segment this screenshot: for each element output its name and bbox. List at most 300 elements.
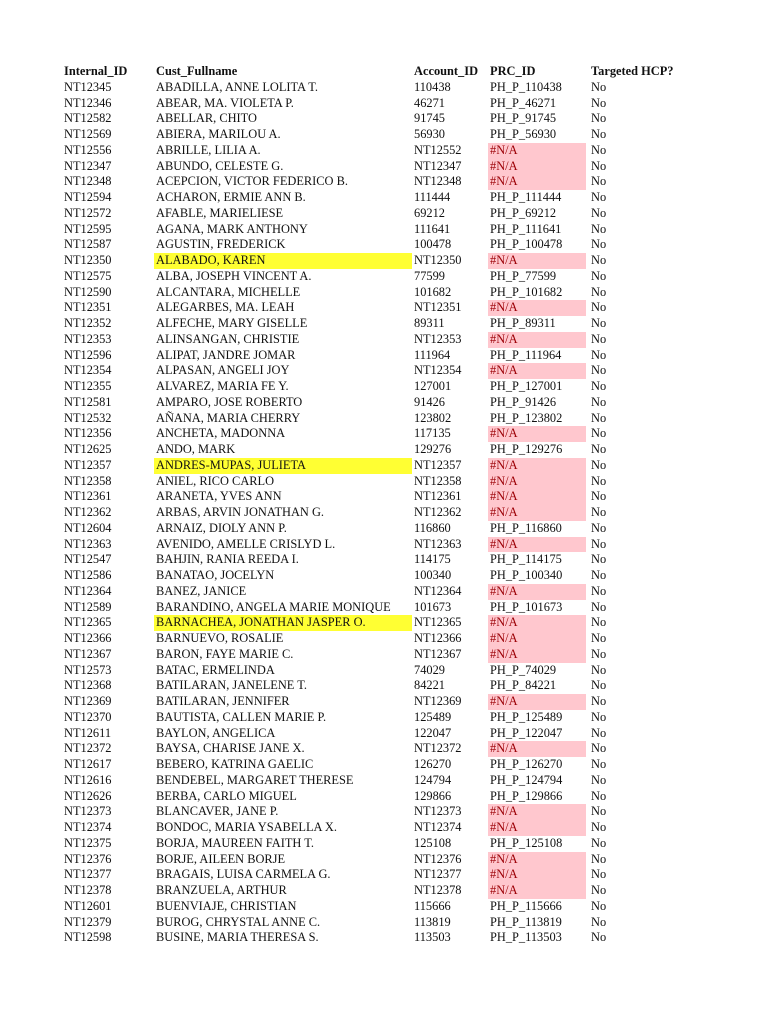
cell-targeted-hcp: No (591, 599, 607, 614)
cell-internal-id: NT12582 (64, 111, 112, 126)
cell-prc-id: PH_P_126270 (490, 757, 563, 771)
cell-account-id: 77599 (414, 268, 445, 283)
table-row (62, 426, 702, 442)
cell-targeted-hcp: No (591, 851, 607, 866)
cell-targeted-hcp: No (591, 79, 607, 94)
cell-account-id: NT12358 (414, 473, 462, 488)
cell-targeted-hcp: No (591, 300, 607, 315)
cell-cust-fullname: AFABLE, MARIELIESE (156, 205, 284, 220)
table-row (62, 411, 702, 427)
cell-prc-id: #N/A (488, 300, 586, 316)
cell-cust-fullname: ANIEL, RICO CARLO (156, 473, 275, 488)
cell-prc-id: PH_P_129866 (490, 788, 563, 803)
cell-prc-id: PH_P_125108 (490, 835, 563, 850)
cell-prc-id: PH_P_69212 (490, 205, 557, 220)
cell-account-id: 101673 (414, 599, 452, 614)
cell-account-id: 100340 (414, 568, 452, 582)
cell-cust-fullname: BENDEBEL, MARGARET THERESE (156, 772, 354, 787)
table-row (62, 773, 702, 789)
table-row (62, 836, 702, 852)
cell-targeted-hcp: No (591, 678, 607, 693)
cell-account-id: 111964 (414, 347, 451, 362)
cell-cust-fullname: BARANDINO, ANGELA MARIE MONIQUE (156, 599, 391, 614)
header-targeted-hcp: Targeted HCP? (591, 64, 674, 78)
cell-internal-id: NT12374 (64, 820, 112, 834)
cell-account-id: NT12373 (414, 804, 462, 819)
table-row (62, 379, 702, 395)
table-row (62, 316, 702, 332)
cell-cust-fullname: AÑANA, MARIA CHERRY (156, 410, 301, 425)
table-row (62, 489, 702, 505)
cell-cust-fullname: ABEAR, MA. VIOLETA P. (156, 95, 294, 110)
cell-cust-fullname: BATAC, ERMELINDA (156, 662, 275, 677)
cell-account-id: NT12365 (414, 615, 462, 630)
cell-internal-id: NT12590 (64, 284, 112, 299)
table-row (62, 883, 702, 899)
cell-internal-id: NT12569 (64, 127, 112, 141)
table-row (62, 332, 702, 348)
cell-cust-fullname: ACHARON, ERMIE ANN B. (156, 190, 306, 204)
cell-internal-id: NT12611 (64, 725, 112, 740)
cell-account-id: NT12351 (414, 300, 462, 315)
cell-prc-id: #N/A (488, 159, 586, 175)
cell-targeted-hcp: No (591, 646, 607, 661)
cell-internal-id: NT12348 (64, 174, 112, 189)
cell-prc-id: #N/A (488, 143, 586, 159)
table-row (62, 174, 702, 190)
cell-account-id: NT12374 (414, 820, 462, 834)
cell-internal-id: NT12556 (64, 142, 112, 157)
header-internal-id: Internal_ID (64, 64, 128, 78)
table-row (62, 190, 702, 206)
cell-internal-id: NT12357 (64, 457, 112, 472)
cell-internal-id: NT12572 (64, 205, 112, 220)
cell-targeted-hcp: No (591, 127, 607, 141)
cell-account-id: 113503 (414, 930, 451, 945)
cell-internal-id: NT12372 (64, 741, 112, 756)
cell-targeted-hcp: No (591, 820, 607, 834)
cell-cust-fullname: ALFECHE, MARY GISELLE (156, 316, 308, 330)
cell-account-id: 114175 (414, 552, 451, 567)
cell-targeted-hcp: No (591, 835, 607, 850)
table-row (62, 820, 702, 836)
cell-cust-fullname: AGANA, MARK ANTHONY (156, 221, 308, 236)
cell-account-id: NT12367 (414, 646, 462, 661)
cell-targeted-hcp: No (591, 410, 607, 425)
cell-prc-id: PH_P_100340 (490, 568, 563, 582)
cell-account-id: 46271 (414, 95, 445, 110)
cell-account-id: 74029 (414, 662, 445, 677)
cell-targeted-hcp: No (591, 867, 607, 882)
cell-cust-fullname: ABIERA, MARILOU A. (156, 127, 281, 141)
cell-targeted-hcp: No (591, 583, 607, 598)
table-row (62, 710, 702, 726)
cell-prc-id: PH_P_111964 (490, 347, 562, 362)
cell-internal-id: NT12601 (64, 898, 112, 913)
header-account-id: Account_ID (414, 64, 479, 78)
cell-targeted-hcp: No (591, 111, 607, 126)
cell-account-id: 89311 (414, 316, 445, 330)
table-row (62, 269, 702, 285)
cell-targeted-hcp: No (591, 221, 607, 236)
cell-prc-id: PH_P_77599 (490, 268, 557, 283)
table-row (62, 80, 702, 96)
cell-cust-fullname: BAUTISTA, CALLEN MARIE P. (156, 709, 327, 724)
table-row (62, 395, 702, 411)
header-cust-fullname: Cust_Fullname (156, 64, 238, 78)
cell-cust-fullname: ABRILLE, LILIA A. (156, 142, 261, 157)
cell-account-id: NT12366 (414, 631, 462, 645)
cell-cust-fullname: ALVAREZ, MARIA FE Y. (156, 379, 289, 393)
cell-account-id: 116860 (414, 520, 451, 535)
cell-internal-id: NT12547 (64, 552, 112, 567)
table-row (62, 348, 702, 364)
cell-account-id: NT12354 (414, 363, 462, 378)
cell-cust-fullname: BUSINE, MARIA THERESA S. (156, 930, 319, 945)
cell-account-id: 110438 (414, 79, 451, 94)
cell-targeted-hcp: No (591, 804, 607, 819)
cell-account-id: NT12376 (414, 851, 462, 866)
cell-cust-fullname: ABADILLA, ANNE LOLITA T. (156, 79, 319, 94)
cell-targeted-hcp: No (591, 631, 607, 645)
cell-account-id: 123802 (414, 410, 452, 425)
cell-internal-id: NT12616 (64, 772, 112, 787)
table-row (62, 663, 702, 679)
cell-cust-fullname: BONDOC, MARIA YSABELLA X. (156, 820, 337, 834)
cell-account-id: NT12377 (414, 867, 462, 882)
cell-targeted-hcp: No (591, 741, 607, 756)
cell-account-id: 115666 (414, 898, 451, 913)
table-row (62, 867, 702, 883)
table-row (62, 852, 702, 868)
table-row (62, 757, 702, 773)
cell-prc-id: #N/A (488, 867, 586, 883)
cell-prc-id: #N/A (488, 647, 586, 663)
cell-prc-id: PH_P_122047 (490, 725, 563, 740)
cell-targeted-hcp: No (591, 568, 607, 582)
cell-prc-id: #N/A (488, 631, 586, 647)
cell-targeted-hcp: No (591, 205, 607, 220)
table-row (62, 505, 702, 521)
cell-cust-fullname: ALINSANGAN, CHRISTIE (156, 331, 300, 346)
cell-prc-id: #N/A (488, 474, 586, 490)
cell-targeted-hcp: No (591, 473, 607, 488)
cell-targeted-hcp: No (591, 709, 607, 724)
cell-prc-id: #N/A (488, 174, 586, 190)
cell-account-id: NT12378 (414, 883, 462, 897)
table-row (62, 804, 702, 820)
cell-account-id: 56930 (414, 127, 445, 141)
cell-account-id: 91745 (414, 111, 445, 126)
cell-cust-fullname: BATILARAN, JENNIFER (156, 694, 290, 708)
table-row (62, 458, 702, 474)
cell-targeted-hcp: No (591, 552, 607, 567)
cell-prc-id: PH_P_46271 (490, 95, 557, 110)
cell-prc-id: #N/A (488, 458, 586, 474)
cell-internal-id: NT12595 (64, 221, 112, 236)
cell-prc-id: PH_P_91745 (490, 111, 557, 126)
table-row (62, 206, 702, 222)
table-row (62, 930, 702, 946)
cell-targeted-hcp: No (591, 363, 607, 378)
table-row (62, 363, 702, 379)
table-row (62, 584, 702, 600)
cell-targeted-hcp: No (591, 489, 607, 504)
cell-targeted-hcp: No (591, 394, 607, 409)
cell-internal-id: NT12581 (64, 394, 112, 409)
cell-account-id: 129276 (414, 442, 452, 456)
cell-cust-fullname: BAYLON, ANGELICA (156, 725, 276, 740)
cell-cust-fullname: ACEPCION, VICTOR FEDERICO B. (156, 174, 348, 189)
cell-account-id: 84221 (414, 678, 445, 693)
cell-internal-id: NT12356 (64, 426, 112, 441)
cell-cust-fullname: BARNUEVO, ROSALIE (156, 631, 284, 645)
table-row (62, 694, 702, 710)
cell-account-id: NT12347 (414, 158, 462, 173)
table-row (62, 631, 702, 647)
cell-prc-id: PH_P_89311 (490, 316, 556, 330)
cell-account-id: 100478 (414, 237, 452, 252)
cell-targeted-hcp: No (591, 316, 607, 330)
cell-internal-id: NT12346 (64, 95, 112, 110)
cell-account-id: NT12369 (414, 694, 462, 708)
cell-account-id: 91426 (414, 394, 445, 409)
table-row (62, 300, 702, 316)
cell-targeted-hcp: No (591, 520, 607, 535)
table-body (62, 80, 702, 946)
table-row (62, 442, 702, 458)
cell-prc-id: PH_P_111641 (490, 221, 562, 236)
cell-internal-id: NT12377 (64, 867, 112, 882)
cell-internal-id: NT12364 (64, 583, 112, 598)
cell-internal-id: NT12626 (64, 788, 112, 803)
cell-internal-id: NT12625 (64, 442, 112, 456)
cell-internal-id: NT12361 (64, 489, 112, 504)
cell-internal-id: NT12358 (64, 473, 112, 488)
cell-prc-id: #N/A (488, 505, 586, 521)
cell-prc-id: PH_P_100478 (490, 237, 563, 252)
cell-cust-fullname: ANCHETA, MADONNA (156, 426, 286, 441)
cell-cust-fullname: BRANZUELA, ARTHUR (156, 883, 287, 897)
cell-targeted-hcp: No (591, 615, 607, 630)
cell-cust-fullname: AVENIDO, AMELLE CRISLYD L. (156, 536, 336, 551)
cell-cust-fullname: BORJA, MAUREEN FAITH T. (156, 835, 314, 850)
cell-internal-id: NT12370 (64, 709, 112, 724)
cell-targeted-hcp: No (591, 898, 607, 913)
cell-account-id: 127001 (414, 379, 452, 393)
cell-internal-id: NT12365 (64, 615, 112, 630)
cell-account-id: NT12362 (414, 505, 462, 519)
cell-cust-fullname: BAYSA, CHARISE JANE X. (156, 741, 305, 756)
cell-prc-id: #N/A (488, 852, 586, 868)
cell-account-id: 111444 (414, 190, 451, 204)
cell-cust-fullname: ARNAIZ, DIOLY ANN P. (156, 520, 287, 535)
cell-internal-id: NT12362 (64, 505, 112, 519)
cell-internal-id: NT12352 (64, 316, 112, 330)
cell-prc-id: PH_P_84221 (490, 678, 557, 693)
table-row (62, 615, 702, 631)
cell-cust-fullname: BAHJIN, RANIA REEDA I. (156, 552, 299, 567)
cell-targeted-hcp: No (591, 95, 607, 110)
cell-internal-id: NT12367 (64, 646, 112, 661)
cell-targeted-hcp: No (591, 883, 607, 897)
cell-targeted-hcp: No (591, 788, 607, 803)
cell-prc-id: PH_P_110438 (490, 79, 562, 94)
cell-targeted-hcp: No (591, 268, 607, 283)
spreadsheet-table (62, 64, 702, 946)
cell-targeted-hcp: No (591, 757, 607, 771)
cell-cust-fullname: ALABADO, KAREN (154, 253, 412, 269)
table-row (62, 789, 702, 805)
cell-cust-fullname: BLANCAVER, JANE P. (156, 804, 279, 819)
cell-account-id: NT12363 (414, 536, 462, 551)
cell-account-id: 126270 (414, 757, 452, 771)
cell-prc-id: #N/A (488, 820, 586, 836)
cell-cust-fullname: BRAGAIS, LUISA CARMELA G. (156, 867, 331, 882)
table-row (62, 143, 702, 159)
cell-prc-id: #N/A (488, 332, 586, 348)
cell-internal-id: NT12363 (64, 536, 112, 551)
cell-internal-id: NT12575 (64, 268, 112, 283)
cell-prc-id: PH_P_114175 (490, 552, 562, 567)
cell-internal-id: NT12366 (64, 631, 112, 645)
cell-internal-id: NT12354 (64, 363, 112, 378)
cell-cust-fullname: BANEZ, JANICE (156, 583, 247, 598)
cell-cust-fullname: ALEGARBES, MA. LEAH (156, 300, 295, 315)
cell-account-id: 124794 (414, 772, 452, 787)
cell-internal-id: NT12594 (64, 190, 112, 204)
cell-targeted-hcp: No (591, 772, 607, 787)
cell-internal-id: NT12378 (64, 883, 112, 897)
cell-prc-id: PH_P_127001 (490, 379, 563, 393)
cell-prc-id: #N/A (488, 584, 586, 600)
cell-prc-id: #N/A (488, 694, 586, 710)
cell-cust-fullname: AGUSTIN, FREDERICK (156, 237, 286, 252)
cell-prc-id: PH_P_111444 (490, 190, 562, 204)
cell-internal-id: NT12351 (64, 300, 112, 315)
cell-prc-id: PH_P_91426 (490, 394, 557, 409)
cell-cust-fullname: ARANETA, YVES ANN (156, 489, 282, 504)
cell-targeted-hcp: No (591, 379, 607, 393)
cell-cust-fullname: ARBAS, ARVIN JONATHAN G. (156, 505, 325, 519)
cell-account-id: NT12350 (414, 253, 462, 267)
cell-targeted-hcp: No (591, 284, 607, 299)
cell-account-id: 122047 (414, 725, 452, 740)
cell-cust-fullname: BUENVIAJE, CHRISTIAN (156, 898, 297, 913)
table-row (62, 568, 702, 584)
cell-targeted-hcp: No (591, 190, 607, 204)
table-row (62, 741, 702, 757)
cell-cust-fullname: ALPASAN, ANGELI JOY (156, 363, 290, 378)
cell-targeted-hcp: No (591, 253, 607, 267)
cell-targeted-hcp: No (591, 426, 607, 441)
cell-internal-id: NT12347 (64, 158, 112, 173)
cell-prc-id: #N/A (488, 363, 586, 379)
table-row (62, 96, 702, 112)
table-row (62, 237, 702, 253)
cell-cust-fullname: ALIPAT, JANDRE JOMAR (156, 347, 296, 362)
cell-prc-id: PH_P_101673 (490, 599, 563, 614)
cell-account-id: NT12357 (414, 457, 462, 472)
cell-account-id: 69212 (414, 205, 445, 220)
table-row (62, 600, 702, 616)
cell-internal-id: NT12589 (64, 599, 112, 614)
cell-prc-id: PH_P_101682 (490, 284, 563, 299)
cell-internal-id: NT12375 (64, 835, 112, 850)
cell-account-id: NT12364 (414, 583, 462, 598)
cell-internal-id: NT12586 (64, 568, 112, 582)
table-row (62, 726, 702, 742)
cell-account-id: NT12361 (414, 489, 462, 504)
cell-cust-fullname: ABUNDO, CELESTE G. (156, 158, 284, 173)
cell-targeted-hcp: No (591, 331, 607, 346)
cell-cust-fullname: ALBA, JOSEPH VINCENT A. (156, 268, 312, 283)
cell-prc-id: #N/A (488, 426, 586, 442)
table-row (62, 678, 702, 694)
cell-cust-fullname: BEBERO, KATRINA GAELIC (156, 757, 314, 771)
cell-internal-id: NT12604 (64, 520, 112, 535)
cell-account-id: NT12348 (414, 174, 462, 189)
cell-cust-fullname: BATILARAN, JANELENE T. (156, 678, 307, 693)
table-row (62, 285, 702, 301)
cell-targeted-hcp: No (591, 347, 607, 362)
cell-prc-id: PH_P_56930 (490, 127, 557, 141)
cell-targeted-hcp: No (591, 142, 607, 157)
cell-prc-id: #N/A (488, 883, 586, 899)
cell-prc-id: PH_P_74029 (490, 662, 557, 677)
cell-targeted-hcp: No (591, 930, 607, 945)
cell-targeted-hcp: No (591, 725, 607, 740)
cell-internal-id: NT12596 (64, 347, 112, 362)
cell-account-id: 117135 (414, 426, 451, 441)
header-row (62, 64, 702, 80)
cell-internal-id: NT12345 (64, 79, 112, 94)
cell-account-id: 101682 (414, 284, 452, 299)
table-row (62, 552, 702, 568)
cell-account-id: 129866 (414, 788, 452, 803)
cell-targeted-hcp: No (591, 536, 607, 551)
table-row (62, 521, 702, 537)
cell-prc-id: PH_P_123802 (490, 410, 563, 425)
table-row (62, 253, 702, 269)
cell-targeted-hcp: No (591, 694, 607, 708)
cell-cust-fullname: ANDRES-MUPAS, JULIETA (154, 458, 412, 474)
header-prc-id: PRC_ID (490, 64, 536, 78)
cell-internal-id: NT12598 (64, 930, 112, 945)
cell-account-id: NT12372 (414, 741, 462, 756)
cell-account-id: 111641 (414, 221, 451, 236)
cell-internal-id: NT12532 (64, 410, 112, 425)
cell-prc-id: #N/A (488, 253, 586, 269)
cell-cust-fullname: BARON, FAYE MARIE C. (156, 646, 294, 661)
table-row (62, 915, 702, 931)
cell-prc-id: PH_P_124794 (490, 772, 563, 787)
table-row (62, 647, 702, 663)
cell-internal-id: NT12355 (64, 379, 112, 393)
cell-prc-id: #N/A (488, 741, 586, 757)
cell-prc-id: #N/A (488, 537, 586, 553)
cell-cust-fullname: BERBA, CARLO MIGUEL (156, 788, 297, 803)
cell-targeted-hcp: No (591, 174, 607, 189)
cell-prc-id: PH_P_115666 (490, 898, 562, 913)
cell-targeted-hcp: No (591, 505, 607, 519)
cell-cust-fullname: ABELLAR, CHITO (156, 111, 257, 126)
cell-prc-id: #N/A (488, 489, 586, 505)
cell-account-id: 125489 (414, 709, 452, 724)
cell-internal-id: NT12369 (64, 694, 112, 708)
cell-cust-fullname: ALCANTARA, MICHELLE (156, 284, 301, 299)
cell-internal-id: NT12573 (64, 662, 112, 677)
